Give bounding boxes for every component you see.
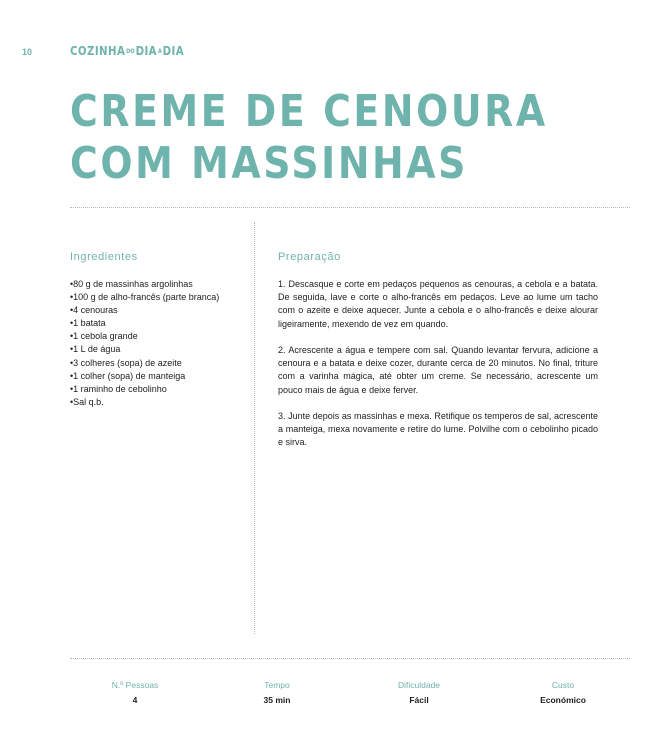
recipe-title-line-2: COM MASSINHAS xyxy=(70,138,469,189)
recipe-title xyxy=(70,86,548,190)
column-divider xyxy=(254,222,255,634)
ingredient-item: •1 colher (sopa) de manteiga xyxy=(70,370,186,381)
ingredient-item: •1 batata xyxy=(70,318,106,329)
brand-word-a: A xyxy=(157,48,162,55)
brand-word-dia-2: DIA xyxy=(162,44,185,58)
top-divider xyxy=(70,207,630,208)
preparation-step-2: 2. Acrescente a água e tempere com sal. Quando levantar fervura, adicione a cenoura e a batata e deixe cozer, durante cerca de 20 minutos. No final, triture com a varinha mágica, até obter um creme. Se necessário, acrescente um pouco mais de água e deixe ferver. xyxy=(278,345,598,395)
ingredient-item: •3 colheres (sopa) de azeite xyxy=(70,357,182,368)
time-value: 35 min xyxy=(263,695,291,705)
servings-label: N.º Pessoas xyxy=(111,680,159,690)
brand-word-dia: DIA xyxy=(135,44,158,58)
bottom-divider xyxy=(70,658,630,659)
ingredient-item: •4 cenouras xyxy=(70,305,118,316)
brand-logo xyxy=(70,44,184,58)
ingredient-item: •1 raminho de cebolinho xyxy=(70,383,167,394)
difficulty-info xyxy=(369,680,469,705)
preparation-steps xyxy=(278,278,598,463)
cost-label: Custo xyxy=(551,680,575,690)
ingredients-list xyxy=(70,278,245,409)
difficulty-label: Dificuldade xyxy=(397,680,441,690)
ingredients-heading: Ingredientes xyxy=(70,251,138,263)
ingredient-item: •80 g de massinhas argolinhas xyxy=(70,279,193,289)
brand-word-do: DO xyxy=(126,48,135,55)
preparation-step-1: 1. Descasque e corte em pedaços pequenos as cenouras, a cebola e a batata. De seguida, lave e corte o alho-francês em pedaços. Leve ao lume um tacho com o azeite e deixe aquecer. Junte a cebola e o alho-francês e deixe alourar ligeiramente, mexendo de vez em quando. xyxy=(278,279,598,329)
preparation-step-3: 3. Junte depois as massinhas e mexa. Retifique os temperos de sal, acrescente a manteiga, mexa novamente e retire do lume. Polvilhe com o cebolinho picado e sirva. xyxy=(278,411,598,448)
ingredient-item: •1 cebola grande xyxy=(70,331,138,342)
page-number: 10 xyxy=(22,47,33,57)
ingredient-item: •Sal q.b. xyxy=(70,396,104,407)
time-label: Tempo xyxy=(264,680,290,690)
servings-info xyxy=(85,680,185,705)
time-info xyxy=(227,680,327,705)
brand-word-cozinha: COZINHA xyxy=(70,44,126,58)
difficulty-value: Fácil xyxy=(409,695,429,705)
recipe-title-line-1: CREME DE CENOURA xyxy=(70,86,548,137)
cost-value: Económico xyxy=(540,695,586,705)
ingredient-item: •100 g de alho-francês (parte branca) xyxy=(70,292,220,303)
ingredient-item: •1 L de água xyxy=(70,344,121,355)
preparation-heading: Preparação xyxy=(278,251,341,263)
cost-info xyxy=(513,680,613,705)
servings-value: 4 xyxy=(132,695,138,705)
